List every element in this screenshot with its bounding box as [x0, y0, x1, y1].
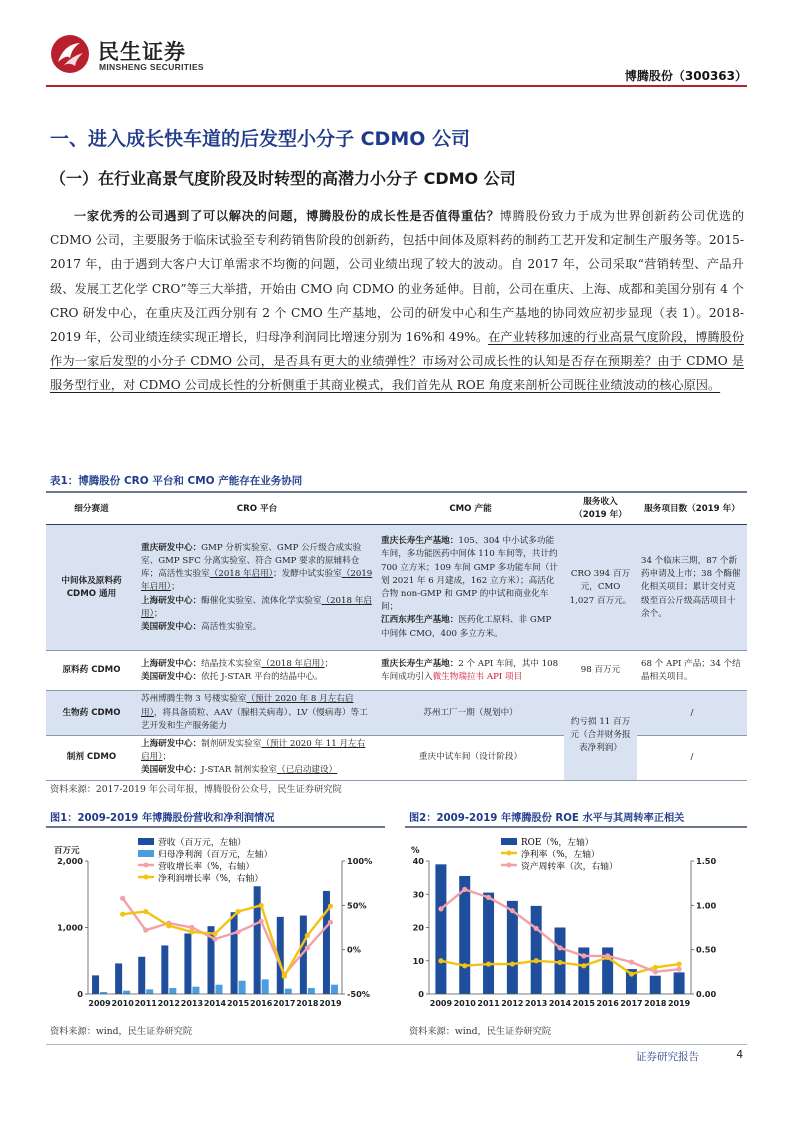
line-point [120, 912, 125, 917]
cro-cell: 上海研发中心：制剂研发实验室（预计 2020 年 11 月左右启用）； 美国研发中心：J-STAR 制剂实验室（已启动建设） [137, 736, 377, 781]
bar-1-2017 [285, 989, 292, 994]
line-point [235, 909, 240, 914]
x-tick-label: 2012 [501, 999, 524, 1008]
revenue-cell: 98 百万元 [564, 651, 637, 691]
x-tick-label: 2011 [134, 999, 157, 1008]
legend-swatch-net-margin-dot [507, 851, 512, 856]
line-point [305, 933, 310, 938]
bar-0-2009 [435, 864, 446, 994]
y2-tick-label: 1.00 [696, 900, 717, 911]
segment-cell: 生物药 CDMO [46, 691, 137, 736]
x-tick-label: 2012 [157, 999, 180, 1008]
bar-0-2013 [531, 906, 542, 994]
line-point [189, 925, 194, 930]
bar-1-2016 [262, 979, 269, 994]
legend-swatch-profit-growth-dot [144, 875, 149, 880]
line-point [581, 953, 586, 958]
y2-tick-label: 0% [347, 944, 361, 955]
legend-revenue: 营收（百万元，左轴） [158, 838, 246, 848]
paragraph-underlined: 在产业转移加速的行业高景气度阶段，博腾股份作为一家后发型的小分子 CDMO 公司，是否具有更大的业绩弹性？市场对公司成长性的认知是否存在预期差？由于 CDMO 是服务型行业，对 CDMO 公司成长性的分析侧重于其商业模式，我们首先从 ROE 角度来剖析公司既往业绩波动的核心原因。 [50, 330, 745, 393]
line-point [305, 945, 310, 950]
line-point [676, 961, 681, 966]
table-top-rule [46, 491, 747, 493]
bar-1-2019 [331, 985, 338, 994]
legend-swatch-net-profit [138, 850, 154, 857]
figure1-source: 资料来源：wind，民生证券研究院 [50, 1026, 193, 1037]
legend-net-margin: 净利率（%，左轴） [521, 850, 600, 860]
line-point [486, 895, 491, 900]
cro-cell: 苏州博腾生物 3 号楼实验室（预计 2020 年 8 月左右启用），将具备质粒、AAV（腺相关病毒）、LV（慢病毒）等工艺开发和生产服务能力 [137, 691, 377, 736]
legend-roe: ROE（%，左轴） [521, 838, 594, 848]
line-point [282, 974, 287, 979]
bar-0-2010 [115, 963, 122, 994]
section-heading: 一、进入成长快车道的后发型小分子 CDMO 公司 [50, 128, 471, 150]
bar-1-2011 [146, 989, 153, 994]
line-point [438, 906, 443, 911]
figure2-chart [405, 828, 747, 1018]
table-title: 表1：博腾股份 CRO 平台和 CMO 产能存在业务协同 [50, 475, 303, 487]
y2-tick-label: 1.50 [696, 856, 717, 866]
x-tick-label: 2013 [525, 999, 548, 1008]
cro-cell: 重庆研发中心：GMP 分析实验室、GMP 公斤级合成实验室、GMP SFC 分离实验室、符合 GMP 要求的原辅料仓库；高活性实验室（2018 年启用）；发酵中试实验室（2019 年启用）； 上海研发中心：酶催化实验室、流体化学实验室（2018 年启用）； 美国研发中心：高活性实验室。 [137, 525, 377, 651]
line-point [605, 953, 610, 958]
line-point [629, 959, 634, 964]
x-tick-label: 2019 [667, 999, 691, 1008]
segment-cell: 制剂 CDMO [46, 736, 137, 781]
line-point [510, 908, 515, 913]
paragraph-body: 博腾股份致力于成为世界创新药公司优选的 CDMO 公司，主要服务于临床试验至专利药销售阶段的创新药，包括中间体及原料药的制药工艺开发和定制生产服务等。2015-2017 年，由于遇到大客户大订单需求不均衡的问题，公司业绩出现了较大的波动。自 2017 年，公司采取“营销转型、产品升级、发展工艺化学 CRO”等三大举措，开始由 CMO 向 CDMO 的业务延伸。目前，公司在重庆、上海、成都和美国分别有 4 个 CRO 研发中心，在重庆及江西分别有 2 个 CMO 生产基地，公司的研发中心和生产基地的协同效应初步显现（表 1）。2018-2019 年，公司业绩连续实现正增长，归母净利润同比增速分别为 16%和 49%。 [50, 209, 745, 345]
cmo-cell: 重庆长寿生产基地：105、304 中小试多功能车间，多功能医药中间体 110 车间等，共计约 700 立方米；109 车间 GMP 多功能车间（计划 2021 年 6 月建成，162 立方米）；高活化合物 non-GMP 和 GMP 的中试和商业化车间； 江西东邦生产基地：医药化工原料、非 GMP 中间体 CMO，400 多立方米。 [377, 525, 564, 651]
x-tick-label: 2014 [203, 999, 227, 1008]
x-tick-label: 2015 [226, 999, 250, 1008]
footer-label: 证券研究报告 [636, 1051, 699, 1063]
legend-swatch-revenue [138, 838, 154, 845]
table-header-cell: CRO 平台 [137, 494, 377, 525]
legend-swatch-asset-turnover-dot [507, 863, 512, 868]
line-point [259, 919, 264, 924]
y2-tick-label: 0.50 [696, 944, 717, 955]
bar-0-2018 [650, 976, 661, 994]
bar-1-2014 [216, 985, 223, 994]
subsection-heading: （一）在行业高景气度阶段及时转型的高潜力小分子 CDMO 公司 [50, 169, 516, 188]
bar-0-2011 [483, 893, 494, 994]
x-tick-label: 2010 [453, 999, 476, 1008]
line-point [653, 965, 658, 970]
table-header-cell: 服务项目数（2019 年） [637, 494, 747, 525]
header-divider [46, 85, 747, 87]
bar-0-2019 [674, 972, 685, 994]
y-tick-label: 30 [412, 889, 424, 900]
line-point [510, 961, 515, 966]
bar-1-2018 [308, 988, 315, 994]
bar-1-2010 [123, 991, 130, 994]
x-tick-label: 2018 [644, 999, 667, 1008]
revenue-cell: 约亏损 11 百万元（合并财务报表净利润） [564, 691, 637, 780]
figure2-title: 图2：2009-2019 年博腾股份 ROE 水平与其周转率正相关 [409, 813, 685, 824]
x-tick-label: 2009 [429, 999, 453, 1008]
y-axis-unit-label: 百万元 [54, 846, 80, 856]
legend-swatch-revenue-growth-dot [144, 863, 149, 868]
line-point [212, 936, 217, 941]
line-point [557, 945, 562, 950]
y2-tick-label: -50% [347, 989, 370, 999]
stock-label: 博腾股份（300363） [624, 69, 747, 83]
table-header-row [46, 494, 747, 525]
line-point [534, 958, 539, 963]
line-series [123, 898, 331, 974]
y-tick-label: 0 [77, 989, 83, 999]
x-tick-label: 2016 [250, 999, 273, 1008]
x-tick-label: 2013 [180, 999, 204, 1008]
bar-1-2012 [169, 988, 176, 994]
line-point [259, 903, 264, 908]
line-point [581, 963, 586, 968]
figure2-source: 资料来源：wind，民生证券研究院 [409, 1026, 552, 1037]
table-row [46, 525, 747, 651]
line-point [557, 960, 562, 965]
table-row [46, 651, 747, 691]
bar-0-2009 [92, 975, 99, 994]
y-tick-label: 2,000 [57, 856, 83, 866]
line-point [462, 887, 467, 892]
line-point [235, 929, 240, 934]
segment-cell: 原料药 CDMO [46, 651, 137, 691]
projects-cell: / [637, 691, 747, 736]
line-point [143, 928, 148, 933]
line-point [653, 969, 658, 974]
x-tick-label: 2010 [111, 999, 134, 1008]
legend-net-profit: 归母净利润（百万元，左轴） [158, 850, 273, 860]
x-tick-label: 2011 [477, 999, 500, 1008]
line-point [486, 961, 491, 966]
projects-cell: / [637, 736, 747, 781]
table-row [46, 736, 747, 781]
line-point [534, 926, 539, 931]
x-tick-label: 2014 [548, 999, 572, 1008]
line-point [212, 931, 217, 936]
line-point [120, 896, 125, 901]
legend-revenue-growth: 营收增长率（%，右轴） [158, 862, 255, 872]
bar-0-2011 [138, 957, 145, 994]
table-row [46, 691, 747, 736]
brand-name-cn: 民生证券 [98, 40, 186, 64]
table-header-cell: CMO 产能 [377, 494, 564, 525]
line-point [166, 923, 171, 928]
x-tick-label: 2009 [88, 999, 111, 1008]
y-tick-label: 1,000 [57, 922, 83, 933]
cro-cell: 上海研发中心：结晶技术实验室（2018 年启用）； 美国研发中心：依托 J-STAR 平台的结晶中心。 [137, 651, 377, 691]
x-tick-label: 2017 [273, 999, 296, 1008]
y-axis-unit-label: % [411, 846, 420, 856]
line-series [123, 905, 331, 976]
cmo-cell: 苏州工厂一期（规划中） [377, 691, 564, 736]
line-point [328, 920, 333, 925]
y-tick-label: 0 [418, 989, 424, 999]
brand-name-en: MINSHENG SECURITIES [99, 62, 204, 72]
bar-0-2012 [161, 945, 168, 994]
cmo-cell: 重庆长寿生产基地：2 个 API 车间，其中 108 车间成功引入微生物瑞拉韦 API 项目 [377, 651, 564, 691]
minsheng-logo-icon [50, 34, 90, 74]
legend-asset-turnover: 资产周转率（次，右轴） [521, 862, 618, 872]
cmo-cell: 重庆中试车间（设计阶段） [377, 736, 564, 781]
bar-1-2013 [192, 987, 199, 994]
line-point [629, 971, 634, 976]
y-tick-label: 10 [412, 955, 424, 966]
y-tick-label: 20 [412, 922, 424, 933]
projects-cell: 34 个临床三期，87 个新药申请及上市；38 个酶催化相关项目；累计交付克级至百公斤级高活项目十余个。 [637, 525, 747, 651]
y2-tick-label: 50% [347, 900, 367, 911]
x-tick-label: 2016 [596, 999, 619, 1008]
footer-divider [46, 1044, 747, 1045]
body-paragraph [50, 204, 744, 398]
x-tick-label: 2015 [572, 999, 595, 1008]
x-tick-label: 2017 [620, 999, 643, 1008]
business-synergy-table [46, 494, 747, 781]
legend-profit-growth: 净利润增长率（%，右轴） [158, 874, 264, 884]
line-point [438, 958, 443, 963]
bar-1-2015 [239, 981, 246, 994]
x-tick-label: 2019 [319, 999, 342, 1008]
line-point [462, 963, 467, 968]
paragraph-lead: 一家优秀的公司遇到了可以解决的问题，博腾股份的成长性是否值得重估？ [74, 209, 500, 223]
projects-cell: 68 个 API 产品；34 个结晶相关项目。 [637, 651, 747, 691]
figure1-title: 图1：2009-2019 年博腾股份营收和净利润情况 [50, 813, 275, 824]
revenue-cell: CRO 394 百万元，CMO 1,027 百万元。 [564, 525, 637, 651]
y2-tick-label: 0.00 [696, 989, 717, 999]
bar-0-2015 [231, 912, 238, 994]
y-tick-label: 40 [412, 856, 424, 866]
table-header-cell: 细分赛道 [46, 494, 137, 525]
line-point [189, 929, 194, 934]
line-point [328, 904, 333, 909]
segment-cell: 中间体及原料药 CDMO 通用 [46, 525, 137, 651]
table-header-cell: 服务收入（2019 年） [564, 494, 637, 525]
y2-tick-label: 100% [347, 856, 373, 866]
line-point [676, 967, 681, 972]
table-source: 资料来源：2017-2019 年公司年报，博腾股份公众号，民生证券研究院 [50, 784, 342, 795]
bar-0-2013 [184, 933, 191, 994]
legend-swatch-roe [501, 838, 517, 845]
bar-0-2016 [254, 886, 261, 994]
line-point [143, 909, 148, 914]
x-tick-label: 2018 [296, 999, 319, 1008]
figure1-chart [46, 828, 386, 1018]
page-number: 4 [736, 1049, 743, 1061]
